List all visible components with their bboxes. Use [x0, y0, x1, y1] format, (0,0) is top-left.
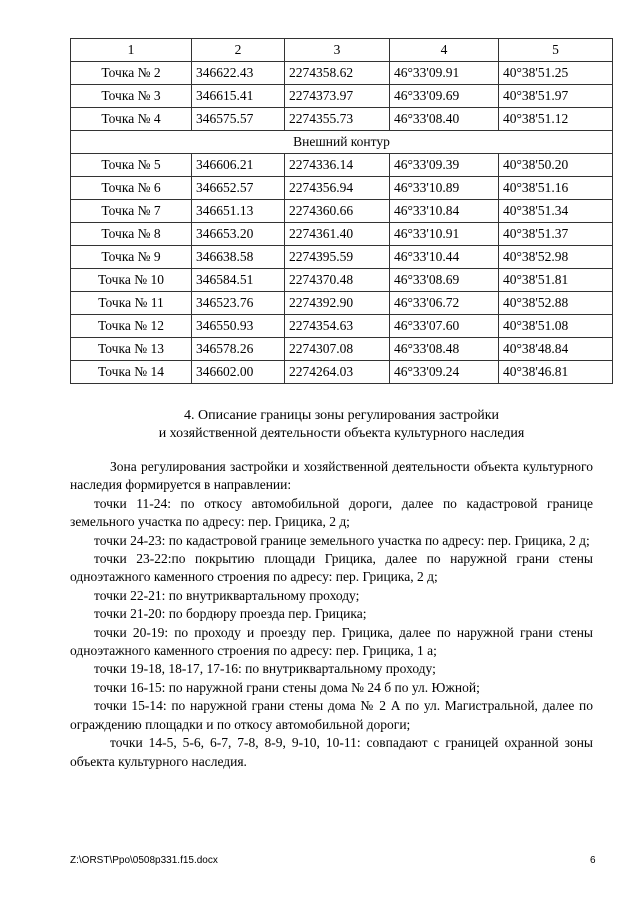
longitude-cell: 40°38'46.81 — [499, 361, 613, 384]
point-name-cell: Точка № 2 — [71, 62, 192, 85]
table-body — [71, 62, 613, 384]
table-row — [71, 269, 613, 292]
longitude-cell: 40°38'51.34 — [499, 200, 613, 223]
point-name-cell: Точка № 12 — [71, 315, 192, 338]
table-row — [71, 246, 613, 269]
longitude-cell: 40°38'51.12 — [499, 108, 613, 131]
latitude-cell: 46°33'08.69 — [390, 269, 499, 292]
paragraph-segment: точки 24-23: по кадастровой границе земельного участка по адресу: пер. Грицика, 2 д; — [94, 532, 590, 548]
x-coordinate-cell: 346575.57 — [192, 108, 285, 131]
column-header-1: 1 — [71, 39, 192, 62]
longitude-cell: 40°38'51.25 — [499, 62, 613, 85]
latitude-cell: 46°33'10.91 — [390, 223, 499, 246]
heading-line-2: и хозяйственной деятельности объекта культурного наследия — [158, 426, 525, 441]
table-row — [71, 200, 613, 223]
point-name-cell: Точка № 6 — [71, 177, 192, 200]
latitude-cell: 46°33'09.39 — [390, 154, 499, 177]
paragraph-segment: точки 11-24: по откосу автомобильной дороги, далее по кадастровой границе земельного участка по адресу: пер. Грицика, 2 д; — [70, 495, 593, 530]
section-row — [71, 131, 613, 154]
column-header-3: 3 — [285, 39, 390, 62]
table-row — [71, 177, 613, 200]
column-header-2: 2 — [192, 39, 285, 62]
point-name-cell: Точка № 3 — [71, 85, 192, 108]
longitude-cell: 40°38'52.88 — [499, 292, 613, 315]
point-name-cell: Точка № 11 — [71, 292, 192, 315]
latitude-cell: 46°33'06.72 — [390, 292, 499, 315]
x-coordinate-cell: 346523.76 — [192, 292, 285, 315]
longitude-cell: 40°38'52.98 — [499, 246, 613, 269]
latitude-cell: 46°33'07.60 — [390, 315, 499, 338]
point-name-cell: Точка № 7 — [71, 200, 192, 223]
x-coordinate-cell: 346584.51 — [192, 269, 285, 292]
table-row — [71, 108, 613, 131]
x-coordinate-cell: 346606.21 — [192, 154, 285, 177]
paragraph-segment: точки 23-22:по покрытию площади Грицика, далее по наружной грани стены одноэтажного каменного строения по адресу: пер. Грицика, 2 д; — [70, 551, 593, 585]
point-name-cell: Точка № 14 — [71, 361, 192, 384]
section-heading — [70, 407, 613, 443]
longitude-cell: 40°38'48.84 — [499, 338, 613, 361]
point-name-cell: Точка № 4 — [71, 108, 192, 131]
column-header-4: 4 — [390, 39, 499, 62]
y-coordinate-cell: 2274336.14 — [285, 154, 390, 177]
y-coordinate-cell: 2274361.40 — [285, 223, 390, 246]
y-coordinate-cell: 2274355.73 — [285, 108, 390, 131]
latitude-cell: 46°33'08.48 — [390, 338, 499, 361]
paragraph-segment: точки 20-19: по проходу и проезду пер. Грицика, далее по наружной грани стены одноэтажного каменного строения по адресу: пер. Грицика, 1 а; — [70, 624, 593, 659]
boundary-description — [70, 458, 593, 771]
x-coordinate-cell: 346622.43 — [192, 62, 285, 85]
paragraph-segment: точки 16-15: по наружной грани стены дома № 24 б по ул. Южной; — [94, 679, 480, 695]
y-coordinate-cell: 2274370.48 — [285, 269, 390, 292]
point-name-cell: Точка № 13 — [71, 338, 192, 361]
coordinates-table — [70, 38, 613, 384]
paragraph-segment: точки 15-14: по наружной грани стены дома № 2 А по ул. Магистральной, далее по ограждению площадки и по откосу автомобильной дороги; — [70, 698, 593, 732]
x-coordinate-cell: 346550.93 — [192, 315, 285, 338]
y-coordinate-cell: 2274360.66 — [285, 200, 390, 223]
column-header-5: 5 — [499, 39, 613, 62]
longitude-cell: 40°38'51.08 — [499, 315, 613, 338]
paragraph-intro: Зона регулирования застройки и хозяйственной деятельности объекта культурного наследия формируется в направлении: — [70, 459, 593, 493]
longitude-cell: 40°38'51.37 — [499, 223, 613, 246]
latitude-cell: 46°33'09.91 — [390, 62, 499, 85]
table-row — [71, 85, 613, 108]
x-coordinate-cell: 346615.41 — [192, 85, 285, 108]
x-coordinate-cell: 346653.20 — [192, 223, 285, 246]
longitude-cell: 40°38'50.20 — [499, 154, 613, 177]
paragraph-segment: точки 14-5, 5-6, 6-7, 7-8, 8-9, 9-10, 10-11: совпадают с границей охранной зоны объекта культурного наследия. — [70, 735, 593, 769]
x-coordinate-cell: 346651.13 — [192, 200, 285, 223]
table-row — [71, 292, 613, 315]
longitude-cell: 40°38'51.81 — [499, 269, 613, 292]
point-name-cell: Точка № 5 — [71, 154, 192, 177]
table-row — [71, 62, 613, 85]
x-coordinate-cell: 346578.26 — [192, 338, 285, 361]
latitude-cell: 46°33'10.44 — [390, 246, 499, 269]
section-label-cell: Внешний контур — [71, 131, 613, 154]
table-row — [71, 223, 613, 246]
x-coordinate-cell: 346602.00 — [192, 361, 285, 384]
latitude-cell: 46°33'09.69 — [390, 85, 499, 108]
table-row — [71, 361, 613, 384]
y-coordinate-cell: 2274307.08 — [285, 338, 390, 361]
y-coordinate-cell: 2274358.62 — [285, 62, 390, 85]
page-number: 6 — [590, 855, 596, 866]
paragraph-segment: точки 21-20: по бордюру проезда пер. Грицика; — [94, 606, 367, 622]
y-coordinate-cell: 2274354.63 — [285, 315, 390, 338]
latitude-cell: 46°33'10.89 — [390, 177, 499, 200]
table-row — [71, 315, 613, 338]
longitude-cell: 40°38'51.16 — [499, 177, 613, 200]
latitude-cell: 46°33'09.24 — [390, 361, 499, 384]
x-coordinate-cell: 346638.58 — [192, 246, 285, 269]
y-coordinate-cell: 2274373.97 — [285, 85, 390, 108]
latitude-cell: 46°33'10.84 — [390, 200, 499, 223]
point-name-cell: Точка № 9 — [71, 246, 192, 269]
y-coordinate-cell: 2274392.90 — [285, 292, 390, 315]
paragraph-segment: точки 22-21: по внутриквартальному проходу; — [94, 587, 360, 603]
point-name-cell: Точка № 8 — [71, 223, 192, 246]
y-coordinate-cell: 2274356.94 — [285, 177, 390, 200]
y-coordinate-cell: 2274395.59 — [285, 246, 390, 269]
latitude-cell: 46°33'08.40 — [390, 108, 499, 131]
table-row — [71, 338, 613, 361]
x-coordinate-cell: 346652.57 — [192, 177, 285, 200]
footer-file-path: Z:\ORST\Ppo\0508p331.f15.docx — [70, 855, 218, 866]
longitude-cell: 40°38'51.97 — [499, 85, 613, 108]
table-header-row — [71, 39, 613, 62]
paragraph-segment: точки 19-18, 18-17, 17-16: по внутриквартальному проходу; — [94, 661, 436, 677]
point-name-cell: Точка № 10 — [71, 269, 192, 292]
table-row — [71, 154, 613, 177]
heading-line-1: 4. Описание границы зоны регулирования застройки — [184, 408, 499, 423]
y-coordinate-cell: 2274264.03 — [285, 361, 390, 384]
